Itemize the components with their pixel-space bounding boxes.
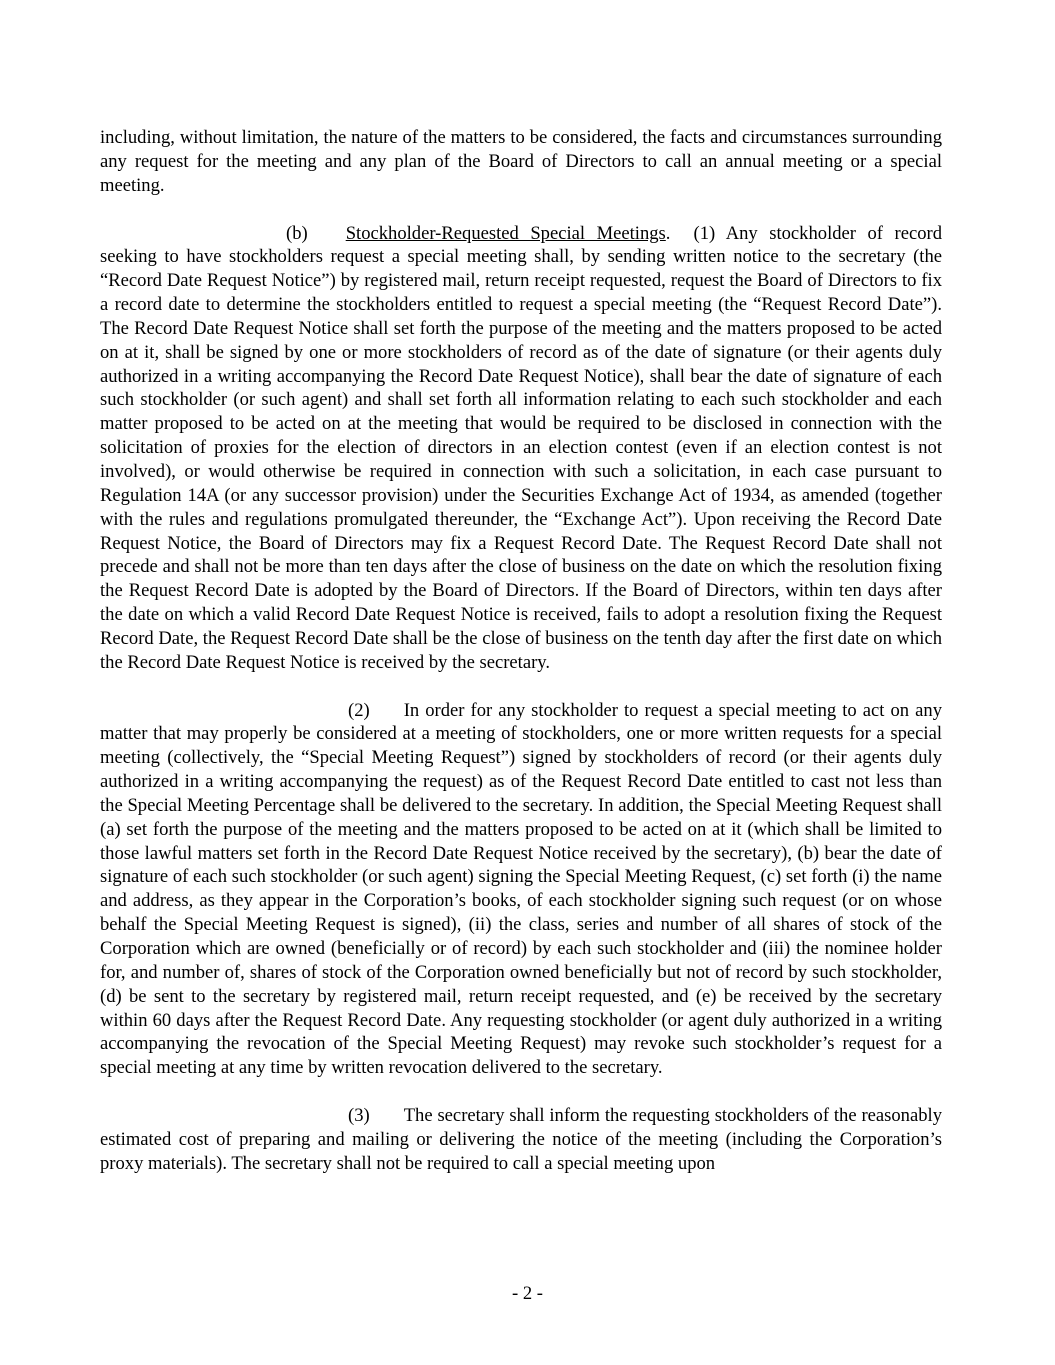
page-number: - 2 - [512, 1283, 543, 1304]
paragraph-2-label: (2) [348, 699, 370, 721]
paragraph-section-b [100, 222, 942, 675]
section-b-heading-period: . [665, 222, 671, 244]
section-b-heading: Stockholder-Requested Special Meetings [345, 222, 666, 244]
section-b-sub-label: (1) [693, 222, 716, 244]
paragraph-2 [100, 699, 942, 1081]
paragraph-3 [100, 1104, 942, 1176]
document-body [100, 126, 942, 1176]
paragraph-intro-text: including, without limitation, the nature of the matters to be considered, the facts and circumstances surrounding any request for the meeting and any plan of the Board of Directors to call an annual meeting or a special meeting. [100, 127, 942, 196]
paragraph-2-text: In order for any stockholder to request a special meeting to act on any matter that may properly be considered at a meeting of stockholders, one or more written requests for a special meeting (collectively, the “Special Meeting Request”) signed by stockholders of record (or their agents duly authorized in a writing accompanying the request) as of the Request Record Date entitled to cast not less than the Special Meeting Percentage shall be delivered to the secretary. In addition, the Special Meeting Request shall (a) set forth the purpose of the meeting and the matters proposed to be acted on at it (which shall be limited to those lawful matters set forth in the Record Date Request Notice received by the secretary), (b) bear the date of signature of each such stockholder (or such agent) signing the Special Meeting Request, (c) set forth (i) the name and address, as they appear in the Corporation’s books, of each stockholder signing such request (or on whose behalf the Special Meeting Request is signed), (ii) the class, series and number of all shares of stock of the Corporation which are owned (beneficially or of record) by each such stockholder and (iii) the nominee holder for, and number of, shares of stock of the Corporation owned beneficially but not of record by such stockholder, (d) be sent to the secretary by registered mail, return receipt requested, and (e) be received by the secretary within 60 days after the Request Record Date. Any requesting stockholder (or agent duly authorized in a writing accompanying the revocation of the Special Meeting Request) may revoke such stockholder’s request for a special meeting at any time by written revocation delivered to the secretary. [100, 699, 942, 1079]
paragraph-intro [100, 126, 942, 198]
paragraph-3-label: (3) [348, 1105, 370, 1127]
section-b-label: (b) [286, 222, 308, 244]
paragraph-3-text: The secretary shall inform the requesting stockholders of the reasonably estimated cost of preparing and mailing or delivering the notice of the meeting (including the Corporation’s proxy materials). The secretary shall not be required to call a special meeting upon [100, 1105, 942, 1174]
section-b-text: Any stockholder of record seeking to have stockholders request a special meeting shall, by sending written notice to the secretary (the “Record Date Request Notice”) by registered mail, return receipt requested, request the Board of Directors to fix a record date to determine the stockholders entitled to request a special meeting (the “Request Record Date”). The Record Date Request Notice shall set forth the purpose of the meeting and the matters proposed to be acted on at it, shall be signed by one or more stockholders of record as of the date of signature (or their agents duly authorized in a writing accompanying the Record Date Request Notice), shall bear the date of signature of each such stockholder (or such agent) and shall set forth all information relating to each such stockholder and each matter proposed to be acted on at the meeting that would be required to be disclosed in connection with the solicitation of proxies for the election of directors in an election contest (even if an election contest is not involved), or would otherwise be required in connection with such a solicitation, in each case pursuant to Regulation 14A (or any successor provision) under the Securities Exchange Act of 1934, as amended (together with the rules and regulations promulgated thereunder, the “Exchange Act”). Upon receiving the Record Date Request Notice, the Board of Directors may fix a Request Record Date. The Request Record Date shall not precede and shall not be more than ten days after the close of business on the date on which the resolution fixing the Request Record Date is adopted by the Board of Directors. If the Board of Directors, within ten days after the date on which a valid Record Date Request Notice is received, fails to adopt a resolution fixing the Request Record Date, the Request Record Date shall be the close of business on the tenth day after the first date on which the Record Date Request Notice is received by the secretary. [100, 222, 942, 673]
